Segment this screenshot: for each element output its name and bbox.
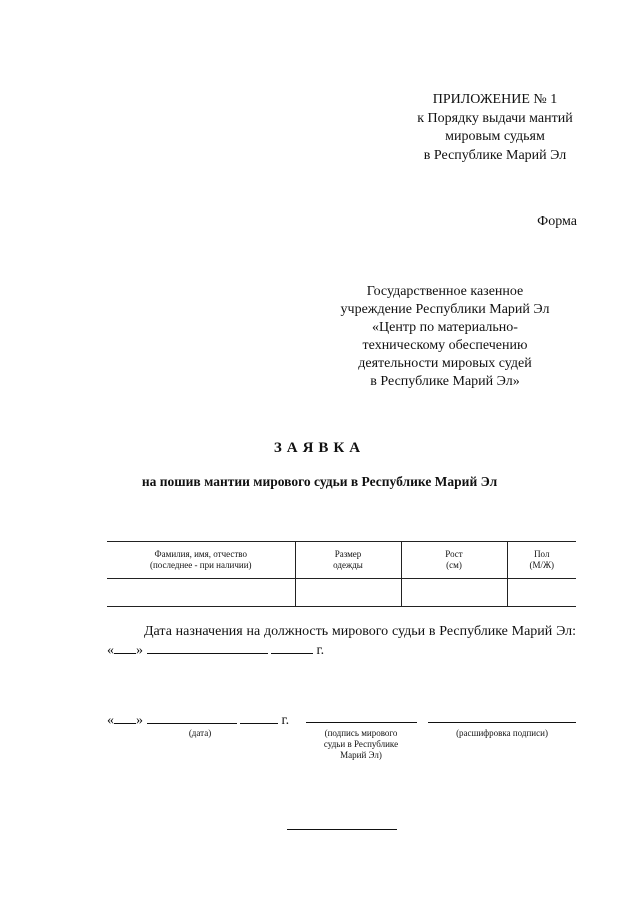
addressee-line-6: в Республике Марий Эл» (370, 374, 520, 389)
appointment-date-paragraph (107, 623, 576, 660)
date-caption: (дата) (188, 728, 212, 738)
cell-clothing-size[interactable] (295, 579, 401, 607)
header-height: Рост (см) (401, 542, 507, 579)
header-clothing-size: Размер одежды (295, 542, 401, 579)
appendix-line-3: мировым судьям (445, 129, 545, 144)
bottom-separator-line (287, 829, 397, 830)
date-close-quote: » (136, 713, 143, 728)
table-header-row (107, 542, 576, 579)
appendix-line-1: ПРИЛОЖЕНИЕ № 1 (432, 92, 558, 107)
addressee-line-2: учреждение Республики Марий Эл (340, 302, 550, 317)
cell-gender[interactable] (507, 579, 576, 607)
appointment-year-blank[interactable] (271, 641, 313, 654)
signature-decode-line[interactable] (428, 722, 576, 723)
signature-date-field (107, 711, 289, 729)
date-open-quote: « (107, 713, 114, 728)
cell-full-name[interactable] (107, 579, 295, 607)
date-year-suffix: г. (281, 713, 290, 728)
appointment-year-suffix: г. (316, 643, 325, 658)
appointment-close-quote: » (136, 643, 143, 658)
cell-height[interactable] (401, 579, 507, 607)
addressee-line-4: техническому обеспечению (362, 338, 528, 353)
document-subtitle: на пошив мантии мирового судьи в Республике Марий Эл (141, 474, 498, 489)
signature-decode-caption: (расшифровка подписи) (456, 728, 548, 738)
date-month-blank[interactable] (147, 711, 237, 724)
document-title: ЗАЯВКА (273, 440, 366, 456)
addressee-line-3: «Центр по материально- (372, 320, 518, 335)
table-row (107, 579, 576, 607)
date-day-blank[interactable] (114, 711, 136, 724)
request-table (107, 541, 576, 607)
header-gender: Пол (М/Ж) (507, 542, 576, 579)
appendix-header (400, 91, 590, 165)
header-full-name: Фамилия, имя, отчество (последнее - при наличии) (107, 542, 295, 579)
appendix-line-4: в Республике Марий Эл (423, 147, 567, 163)
appointment-day-blank[interactable] (114, 641, 136, 654)
appointment-month-blank[interactable] (147, 641, 268, 654)
appointment-text: Дата назначения на должность мирового судьи в Республике Марий Эл: « (107, 624, 576, 658)
signature-caption: (подпись мирового судьи в Республике Марий Эл) (323, 728, 399, 760)
addressee-line-5: деятельности мировых судей (358, 356, 532, 371)
signature-line[interactable] (306, 722, 417, 723)
appendix-line-2: к Порядку выдачи мантий (417, 110, 573, 126)
addressee-block (340, 283, 550, 391)
form-label: Форма (537, 214, 577, 229)
date-year-blank[interactable] (240, 711, 278, 724)
addressee-line-1: Государственное казенное (366, 284, 524, 299)
